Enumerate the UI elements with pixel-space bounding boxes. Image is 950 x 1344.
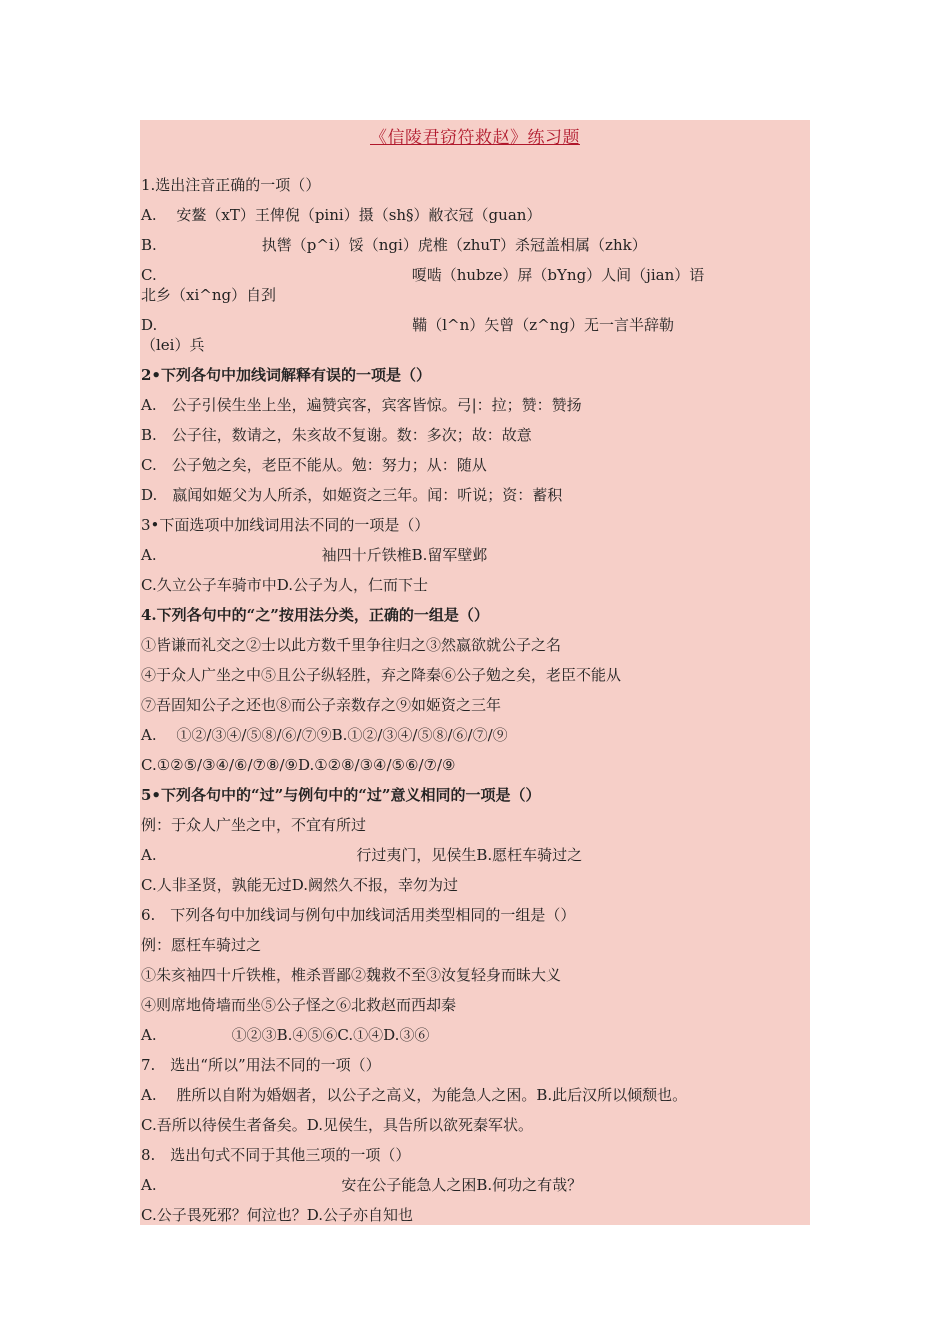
question-1-stem: 1.选出注音正确的一项（） <box>141 176 321 194</box>
question-3-options-ab: A. 袖四十斤铁椎B.留军壁邺 <box>141 546 488 564</box>
question-2-option-b: B. 公子往，数请之，朱亥故不复谢。数：多次；故：故意 <box>141 426 532 444</box>
question-1-option-c-cont: 北乡（xi^ng）自刭 <box>141 286 277 304</box>
question-7-options-ab: A. 胜所以自附为婚姻者，以公子之高义，为能急人之困。B.此后汉所以倾颓也。 <box>141 1086 688 1104</box>
question-2-option-a: A. 公子引侯生坐上坐，遍赞宾客，宾客皆惊。弓|：拉；赞：赞扬 <box>141 396 582 414</box>
question-3-options-cd: C.久立公子车骑市中D.公子为人，仁而下士 <box>141 576 428 594</box>
question-5-stem: 5•下列各句中的“过”与例句中的“过”意义相同的一项是（） <box>141 786 541 804</box>
question-2-option-d: D. 嬴闻如姬父为人所杀，如姬资之三年。闻：听说；资：蓄积 <box>141 486 563 504</box>
question-6-stem: 6. 下列各句中加线词与例句中加线词活用类型相同的一组是（） <box>141 906 576 924</box>
question-7-options-cd: C.吾所以待侯生者备矣。D.见侯生，具告所以欲死秦军状。 <box>141 1116 533 1134</box>
question-4-items-2: ④于众人广坐之中⑤且公子纵轻胜，弃之降秦⑥公子勉之矣，老臣不能从 <box>141 666 622 684</box>
question-8-options-cd: C.公子畏死邪？何泣也？D.公子亦自知也 <box>141 1206 413 1224</box>
question-5-options-cd: C.人非圣贤，孰能无过D.阙然久不报，幸勿为过 <box>141 876 458 894</box>
question-1-option-b: B. 执辔（p^i）馁（ngi）虎椎（zhuT）杀冠盖相属（zhk） <box>141 236 647 254</box>
question-1-option-c: C. 嗄啮（hubze）屏（bYng）人间（jian）语 <box>141 266 705 284</box>
question-6-options: A. ①②③B.④⑤⑥C.①④D.③⑥ <box>141 1026 430 1044</box>
question-4-items-1: ①皆谦而礼交之②士以此方数千里争往归之③然嬴欲就公子之名 <box>141 636 562 654</box>
question-7-stem: 7. 选出“所以”用法不同的一项（） <box>141 1056 381 1074</box>
question-4-items-3: ⑦吾固知公子之还也⑧而公子亲数存之⑨如姬资之三年 <box>141 696 502 714</box>
question-2-option-c: C. 公子勉之矣，老臣不能从。勉：努力；从：随从 <box>141 456 487 474</box>
question-1-option-d: D. 鞴（l^n）矢曾（z^ng）无一言半辞勒 <box>141 316 675 334</box>
question-8-options-ab: A. 安在公子能急人之困B.何功之有哉？ <box>141 1176 583 1194</box>
question-6-items-1: ①朱亥袖四十斤铁椎，椎杀晋鄙②魏救不至③汝复轻身而昧大义 <box>141 966 562 984</box>
question-2-stem: 2•下列各句中加线词解释有误的一项是（） <box>141 366 432 384</box>
question-1-option-a: A. 安鳌（xT）王俾倪（pini）摄（sh§）敝衣冠（guan） <box>141 206 542 224</box>
question-4-options-ab: A. ①②/③④/⑤⑧/⑥/⑦⑨B.①②/③④/⑤⑧/⑥/⑦/⑨ <box>141 726 508 744</box>
question-6-items-2: ④则席地倚墙而坐⑤公子怪之⑥北救赵而西却秦 <box>141 996 457 1014</box>
question-4-stem: 4.下列各句中的“之”按用法分类，正确的一组是（） <box>141 606 489 624</box>
question-8-stem: 8. 选出句式不同于其他三项的一项（） <box>141 1146 411 1164</box>
question-5-example: 例：于众人广坐之中，不宜有所过 <box>141 816 367 834</box>
question-3-stem: 3•下面选项中加线词用法不同的一项是（） <box>141 516 430 534</box>
question-5-options-ab: A. 行过夷门，见侯生B.愿枉车骑过之 <box>141 846 583 864</box>
page-title: 《信陵君窃符救赵》练习题 <box>370 128 580 148</box>
question-1-option-d-cont: （lei）兵 <box>141 336 205 354</box>
question-4-options-cd: C.①②⑤/③④/⑥/⑦⑧/⑨D.①②⑧/③④/⑤⑥/⑦/⑨ <box>141 756 456 774</box>
question-6-example: 例：愿枉车骑过之 <box>141 936 262 954</box>
